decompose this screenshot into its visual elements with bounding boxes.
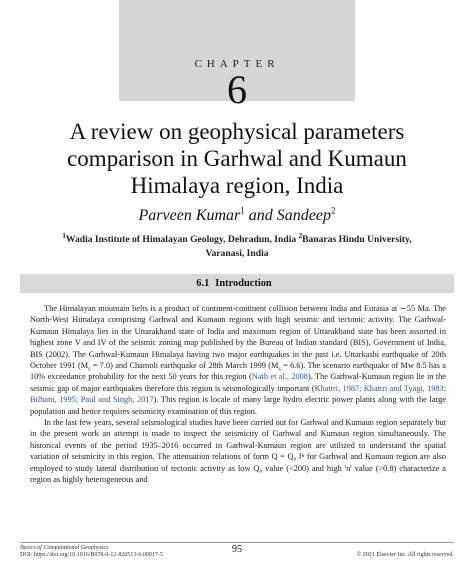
chapter-title: A review on geophysical parameters comparison in Garhwal and Kumaun Himalaya region, India: [67, 119, 407, 198]
affiliation-line: Varanasi, India: [205, 248, 269, 259]
footer-doi[interactable]: DOI: https://doi.org/10.1016/B978-0-12-820513-6.00017-5: [20, 552, 163, 558]
footer-divider: [20, 542, 454, 543]
subscript: s: [278, 366, 281, 373]
text-run: ). This region is locale of many large hydro electric power plants along with the large population and hence requires seismicity examination of this region.: [30, 395, 446, 416]
affiliations: [40, 233, 434, 261]
text-run: The Himalayan mountain belts is a product of continent-continent collision between India and Eurasia at ∼55 Ma. The North-West Himalaya comprising Garhwal and Kumaun regions with high seismic and tectonic activity. The Garhwal-Kumaun Himalaya lies in the Uttarakhand state of India and maximum region of Uttarakhand state has been assorted in highest zone V and IV of the seismic zoning map published by the Bureau of Indian standard (BIS), Government of India, BIS (2002). The Garhwal-Kumaun Himalaya having two major earthquakes in the past i.e. Uttarkashi earthquake of 20th October 1991 (M: [30, 304, 446, 371]
text-run: = 7.0) and Chamoli earthquake of 28th March 1999 (M: [90, 361, 279, 371]
affiliation-line: [40, 233, 434, 247]
affiliation-mark: 1: [62, 231, 66, 240]
citation-link[interactable]: Nath et al., 2008: [251, 372, 308, 382]
text-run: = 6.6). The scenario earthquake of Mw 8.5 has a 10% exceedance probability for the next 50 years for this region (: [30, 361, 446, 382]
author-affiliation-mark: 1: [240, 205, 245, 216]
author-joiner: and: [248, 207, 273, 224]
chapter-label: CHAPTER: [194, 58, 280, 70]
author-list: [20, 207, 454, 225]
author-affiliation-mark: 2: [330, 205, 336, 216]
footer-book-title: Basics of Computational Geophysics: [20, 545, 109, 551]
affiliation-text: Banaras Hindu University,: [302, 234, 412, 245]
body-text: [30, 303, 446, 486]
chapter-number: 6: [227, 67, 247, 112]
subscript: s: [88, 366, 91, 373]
page-number: 95: [232, 544, 242, 555]
paragraph: In the last few years, several seismological studies have been carried out for Garhwal and Kumaun region separately but in the present work an attempt is made to inspect the seismicity of Garhwal and Kumaun region simultaneously. The historical events of the period 1935–2016 occurred in Garhwal-Kumaun region are utilized to understand the spatial variation of seismicity in this region. The attenuation relations of form Q = Q₀ fⁿ for Garhwal and Kumaun region are also employed to study lateral distribution of tectonic activity as low Q₀ value (<200) and high 'n' value (>0.8) characterize a region as highly heterogeneous and: [30, 418, 446, 485]
section-heading: [20, 274, 454, 293]
paragraph: [30, 303, 446, 417]
author-name: Parveen Kumar: [138, 207, 241, 224]
section-number: 6.1: [196, 278, 210, 289]
affiliation-mark: 2: [298, 231, 303, 240]
citation-link[interactable]: Khattri, 1987; Khattri and Tyagi, 1983; Bilham, 1995; Paul and Singh, 2017: [30, 383, 446, 405]
section-heading-band: [20, 274, 454, 293]
footer-copyright: © 2021 Elsevier Inc. All rights reserved.: [356, 552, 454, 558]
affiliation-text: Wadia Institute of Himalayan Geology, Dehradun, India: [65, 234, 299, 245]
chapter-banner: [119, 0, 355, 112]
author-name: Sandeep: [276, 207, 331, 224]
section-title: Introduction: [215, 278, 272, 289]
text-run: ). The Garhwal-Kumaun region lie in the seismic gap of major earthquakes therefore this region is seismologically important (: [30, 372, 446, 393]
